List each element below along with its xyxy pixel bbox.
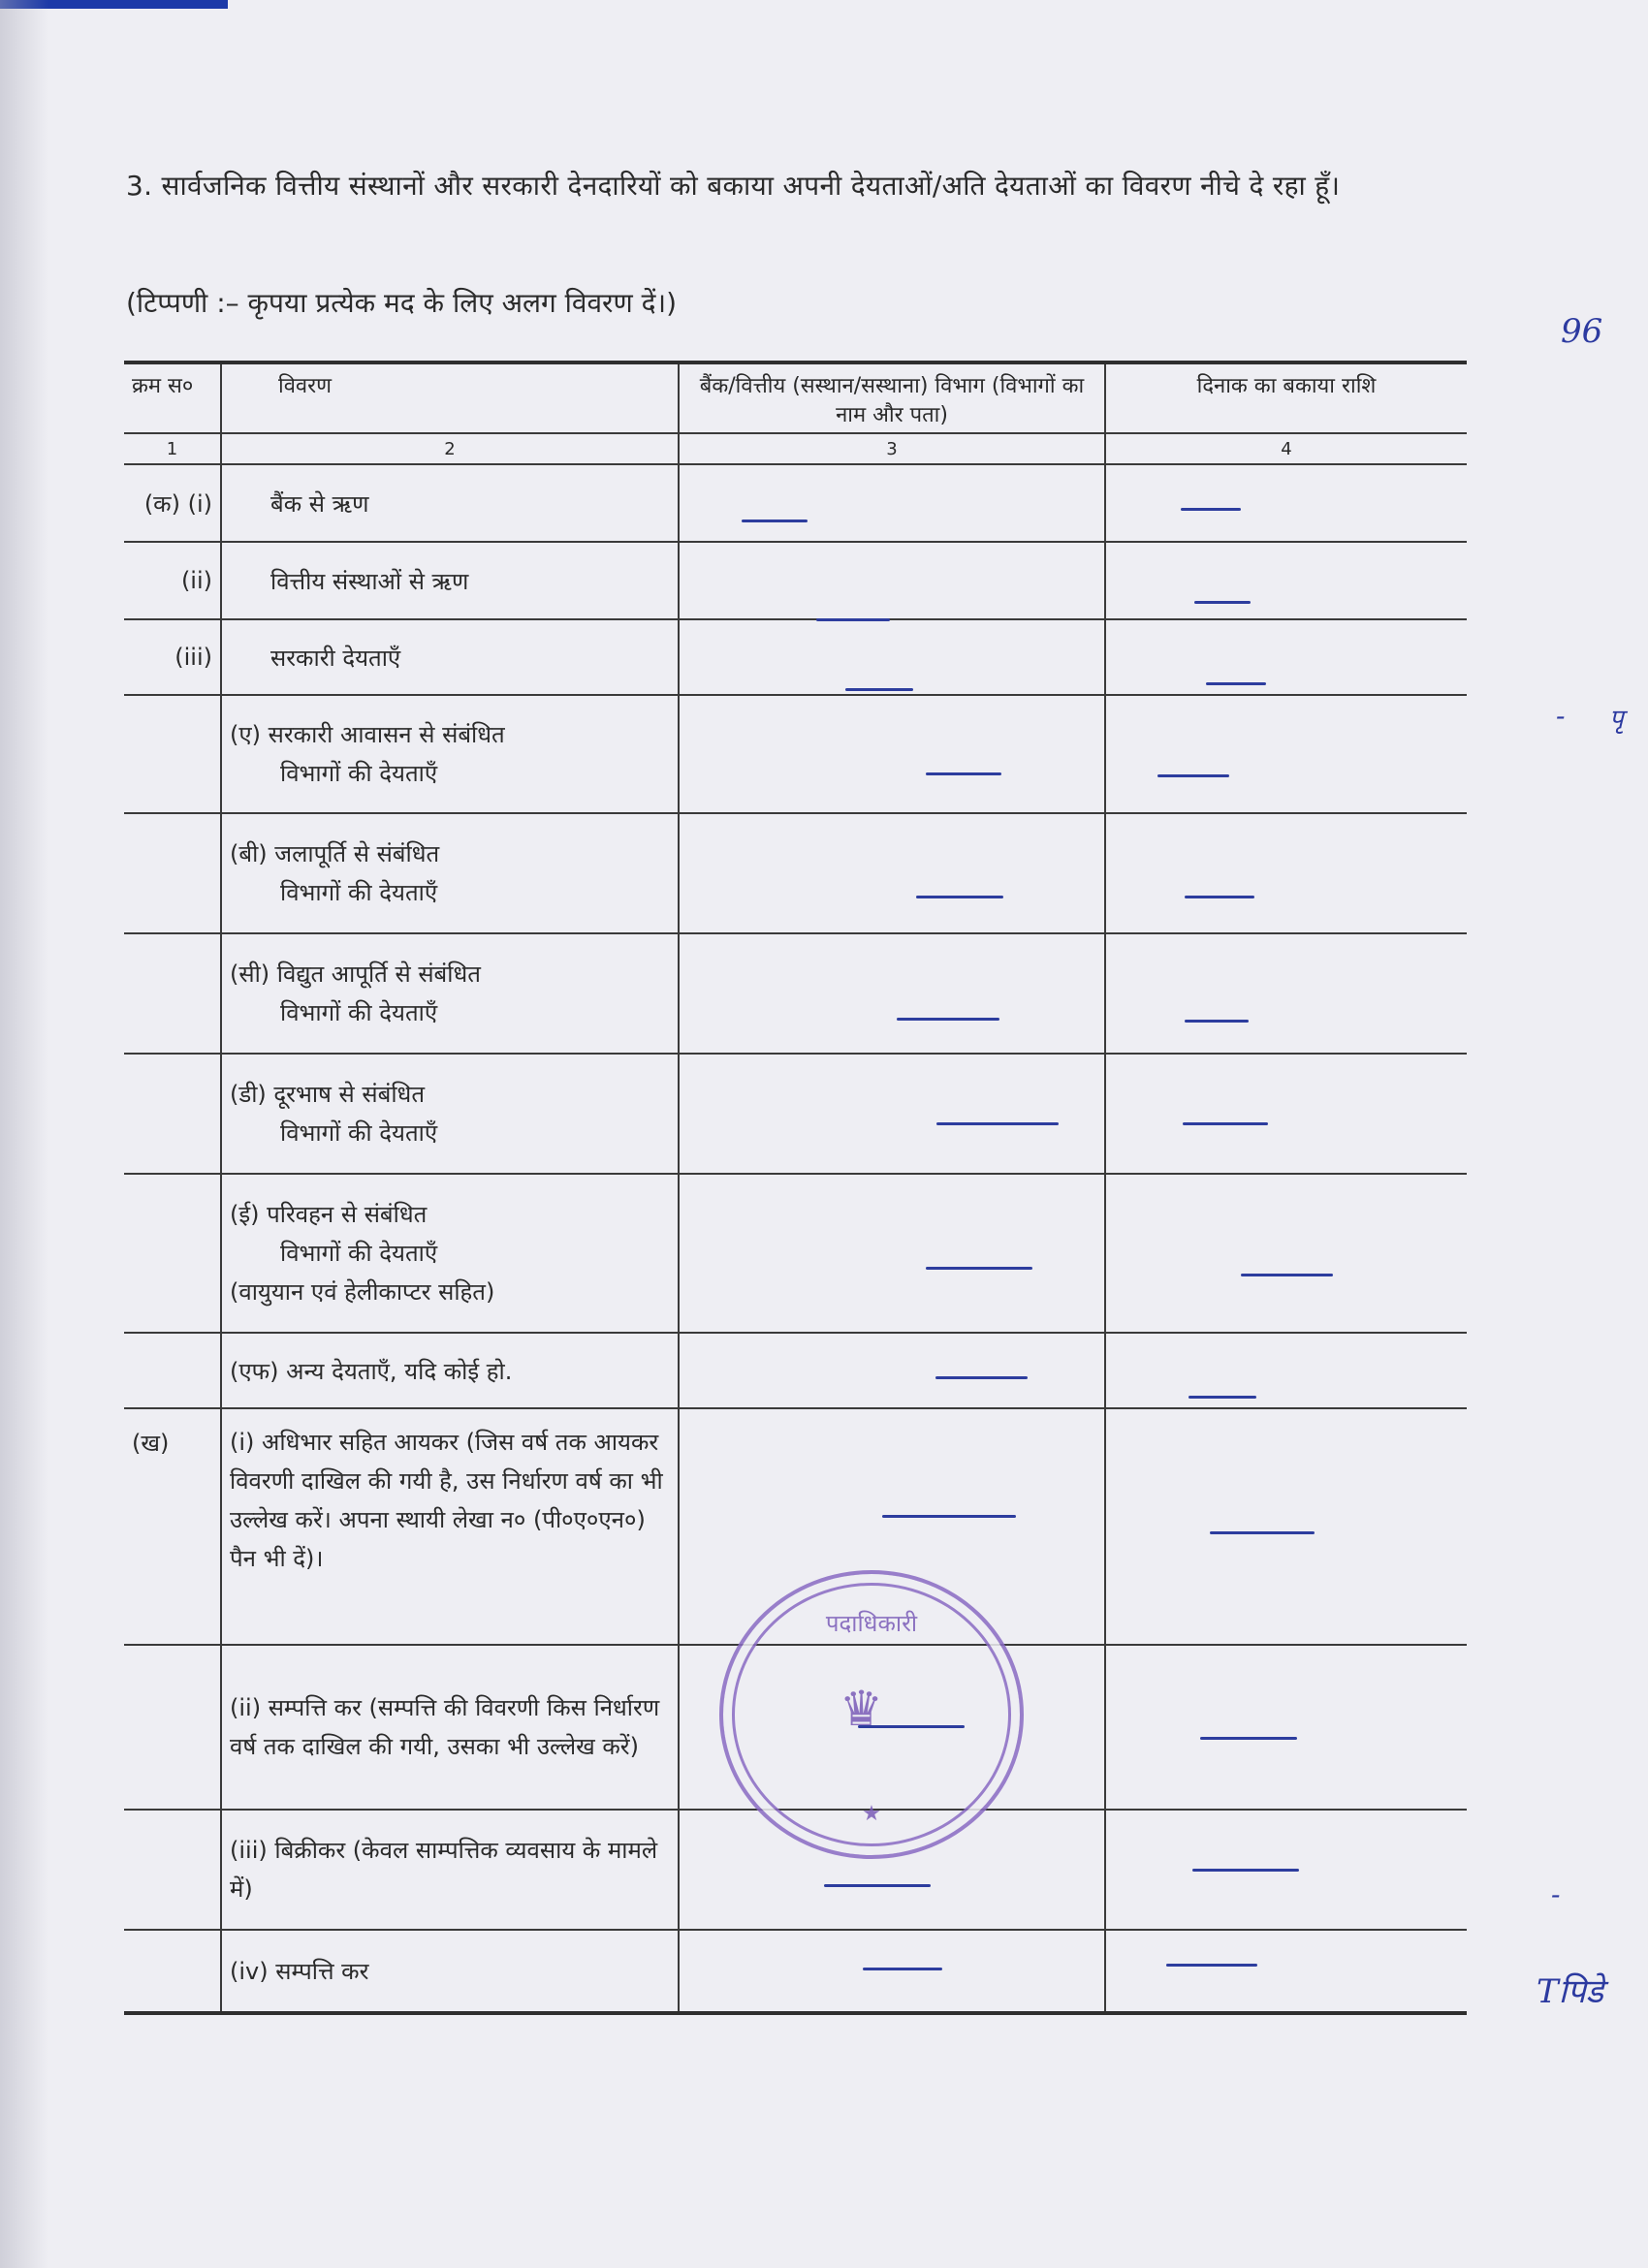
handwritten-dash <box>742 520 808 522</box>
row-index <box>124 813 221 933</box>
column-number: 1 <box>124 433 221 464</box>
handwritten-dash <box>816 618 890 621</box>
row-index: (क) (i) <box>124 464 221 542</box>
table-row <box>124 1054 1467 1174</box>
row-details: (ए) सरकारी आवासन से संबंधित विभागों की देयताएँ <box>221 695 679 813</box>
column-number: 4 <box>1105 433 1467 464</box>
amount-cell <box>1105 933 1467 1054</box>
header-details: विवरण <box>221 362 679 433</box>
stamp-text: पदाधिकारी <box>825 1610 918 1637</box>
amount-cell <box>1105 1333 1467 1408</box>
bank-cell <box>679 1930 1105 2013</box>
handwritten-dash <box>1200 1737 1297 1740</box>
row-details: वित्तीय संस्थाओं से ऋण <box>221 542 679 619</box>
handwritten-dash <box>926 1267 1032 1270</box>
table-row <box>124 542 1467 619</box>
bank-cell <box>679 1054 1105 1174</box>
amount-cell <box>1105 813 1467 933</box>
amount-cell <box>1105 1174 1467 1333</box>
column-number-row <box>124 433 1467 464</box>
row-index <box>124 1054 221 1174</box>
page-number: 96 <box>1561 312 1603 351</box>
row-index <box>124 1333 221 1408</box>
row-index <box>124 1930 221 2013</box>
margin-mark: - <box>1551 1878 1561 1910</box>
handwritten-dash <box>926 772 1001 775</box>
official-stamp <box>719 1570 1024 1859</box>
table-row <box>124 464 1467 542</box>
header-bank: बैंक/वित्तीय (सस्थान/सस्थाना) विभाग (विभागों का नाम और पता) <box>679 362 1105 433</box>
handwritten-dash <box>882 1515 1016 1518</box>
row-index <box>124 695 221 813</box>
header-amount: दिनाक का बकाया राशि <box>1105 362 1467 433</box>
handwritten-dash <box>1185 896 1254 898</box>
handwritten-dash <box>1181 508 1241 511</box>
table-row <box>124 1174 1467 1333</box>
row-index: (ii) <box>124 542 221 619</box>
row-details: (iii) बिक्रीकर (केवल साम्पत्तिक व्यवसाय के मामले में) <box>221 1810 679 1930</box>
handwritten-dash <box>935 1376 1028 1379</box>
row-index <box>124 1810 221 1930</box>
handwritten-dash <box>1166 1964 1257 1967</box>
bank-cell <box>679 542 1105 619</box>
handwritten-dash <box>1192 1869 1299 1872</box>
bank-cell <box>679 1174 1105 1333</box>
amount-cell <box>1105 1930 1467 2013</box>
handwritten-dash <box>1188 1396 1256 1399</box>
handwritten-dash <box>897 1018 999 1021</box>
column-number: 2 <box>221 433 679 464</box>
table-row <box>124 1930 1467 2013</box>
row-index: (ख) <box>124 1408 221 1645</box>
table-row <box>124 695 1467 813</box>
row-details: (iv) सम्पत्ति कर <box>221 1930 679 2013</box>
amount-cell <box>1105 1054 1467 1174</box>
scan-shadow <box>0 0 48 2268</box>
handwritten-dash <box>1183 1122 1268 1125</box>
header-serial: क्रम स० <box>124 362 221 433</box>
row-details: (ई) परिवहन से संबंधित विभागों की देयताएँ (वायुयान एवं हेलीकाप्टर सहित) <box>221 1174 679 1333</box>
bank-cell <box>679 619 1105 695</box>
bank-cell <box>679 1333 1105 1408</box>
row-details: (i) अधिभार सहित आयकर (जिस वर्ष तक आयकर विवरणी दाखिल की गयी है, उस निर्धारण वर्ष का भी उल्लेख करें। अपना स्थायी लेखा न० (पी०ए०एन०) पैन भी दें)। <box>221 1408 679 1645</box>
margin-mark: - <box>1556 700 1566 732</box>
amount-cell <box>1105 695 1467 813</box>
amount-cell <box>1105 1645 1467 1810</box>
handwritten-dash <box>845 688 913 691</box>
state-emblem-icon: ♛ <box>840 1681 883 1737</box>
row-index: (iii) <box>124 619 221 695</box>
bank-cell <box>679 813 1105 933</box>
row-details: (डी) दूरभाष से संबंधित विभागों की देयताएँ <box>221 1054 679 1174</box>
row-details: (एफ) अन्य देयताएँ, यदि कोई हो. <box>221 1333 679 1408</box>
row-index <box>124 933 221 1054</box>
amount-cell <box>1105 619 1467 695</box>
row-index <box>124 1174 221 1333</box>
margin-mark: पृ <box>1609 705 1624 734</box>
handwritten-dash <box>1185 1020 1249 1023</box>
row-details: सरकारी देयताएँ <box>221 619 679 695</box>
handwritten-dash <box>1157 774 1229 777</box>
table-row <box>124 813 1467 933</box>
row-details: बैंक से ऋण <box>221 464 679 542</box>
table-row <box>124 933 1467 1054</box>
section-heading: 3. सार्वजनिक वित्तीय संस्थानों और सरकारी देनदारियों को बकाया अपनी देयताओं/अति देयताओं का विवरण नीचे दे रहा हूँ। <box>126 170 1341 202</box>
bank-cell <box>679 695 1105 813</box>
bank-cell <box>679 464 1105 542</box>
row-details: (सी) विद्युत आपूर्ति से संबंधित विभागों की देयताएँ <box>221 933 679 1054</box>
amount-cell <box>1105 542 1467 619</box>
row-index <box>124 1645 221 1810</box>
signature: Tपिडे <box>1537 1972 1603 2011</box>
table-row <box>124 1333 1467 1408</box>
stamp-star-icon: ★ <box>862 1802 881 1826</box>
handwritten-dash <box>1206 682 1266 685</box>
handwritten-dash <box>1194 601 1251 604</box>
amount-cell <box>1105 1408 1467 1645</box>
handwritten-dash <box>863 1968 942 1970</box>
instruction-note: (टिप्पणी :– कृपया प्रत्येक मद के लिए अलग विवरण दें।) <box>126 287 678 319</box>
handwritten-dash <box>916 896 1003 898</box>
handwritten-dash <box>824 1884 931 1887</box>
handwritten-dash <box>1241 1274 1333 1276</box>
table-header-row <box>124 362 1467 433</box>
amount-cell <box>1105 464 1467 542</box>
bank-cell <box>679 933 1105 1054</box>
row-details: (ii) सम्पत्ति कर (सम्पत्ति की विवरणी किस निर्धारण वर्ष तक दाखिल की गयी, उसका भी उल्लेख करें) <box>221 1645 679 1810</box>
handwritten-dash <box>936 1122 1059 1125</box>
handwritten-dash <box>1210 1531 1315 1534</box>
row-details: (बी) जलापूर्ति से संबंधित विभागों की देयताएँ <box>221 813 679 933</box>
column-number: 3 <box>679 433 1105 464</box>
